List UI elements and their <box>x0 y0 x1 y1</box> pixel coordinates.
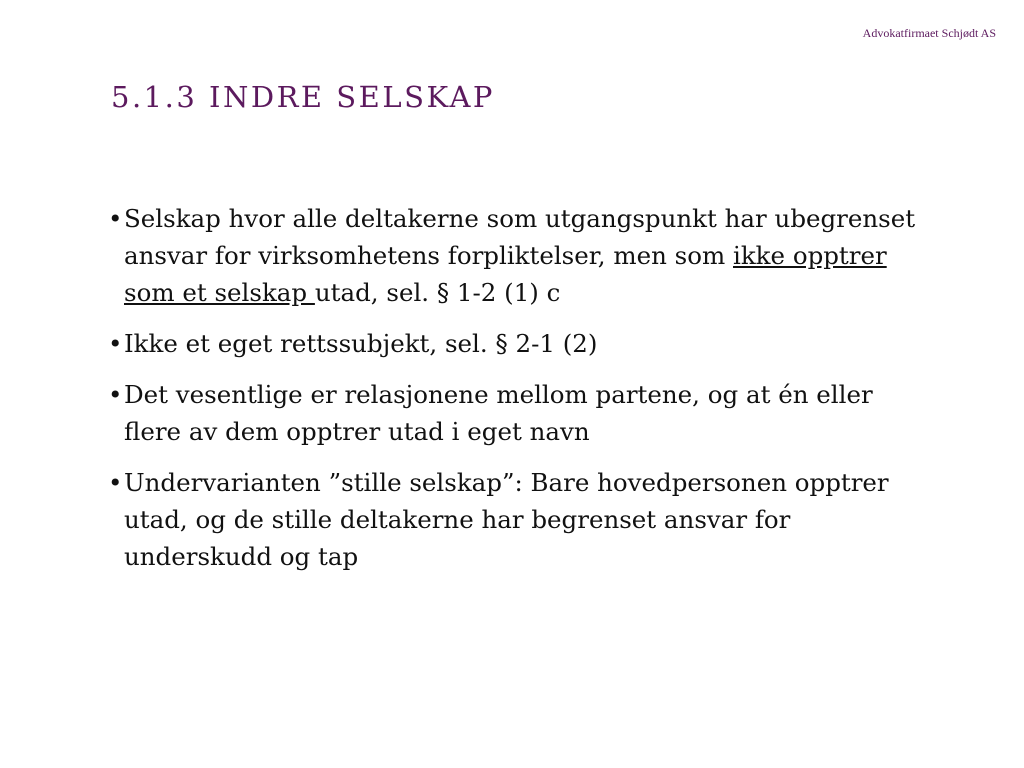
bullet-text: Det vesentlige er relasjonene mellom partene, og at én eller flere av dem opptrer utad i eget navn <box>124 380 873 446</box>
bullet-item <box>108 376 928 450</box>
slide-title: 5.1.3 INDRE SELSKAP <box>111 80 495 114</box>
bullet-icon: • <box>108 329 123 358</box>
bullet-list <box>108 200 928 589</box>
bullet-item <box>108 325 928 362</box>
underlined-phrase: ikke opptrer som et selskap <box>124 241 887 307</box>
bullet-icon: • <box>108 468 123 497</box>
bullet-item <box>108 200 928 311</box>
bullet-text: Undervarianten ”stille selskap”: Bare hovedpersonen opptrer utad, og de stille deltakerne har begrenset ansvar for underskudd og tap <box>124 468 889 571</box>
bullet-text: Ikke et eget rettssubjekt, sel. § 2-1 (2) <box>124 329 598 358</box>
bullet-item <box>108 464 928 575</box>
bullet-text-tail: utad, sel. § 1-2 (1) c <box>314 278 561 307</box>
bullet-text: Selskap hvor alle deltakerne som utgangspunkt har ubegrenset ansvar for virksomhetens forpliktelser, men som <box>124 204 916 270</box>
bullet-icon: • <box>108 380 123 409</box>
bullet-icon: • <box>108 204 123 233</box>
firm-name: Advokatfirmaet Schjødt AS <box>862 26 996 40</box>
